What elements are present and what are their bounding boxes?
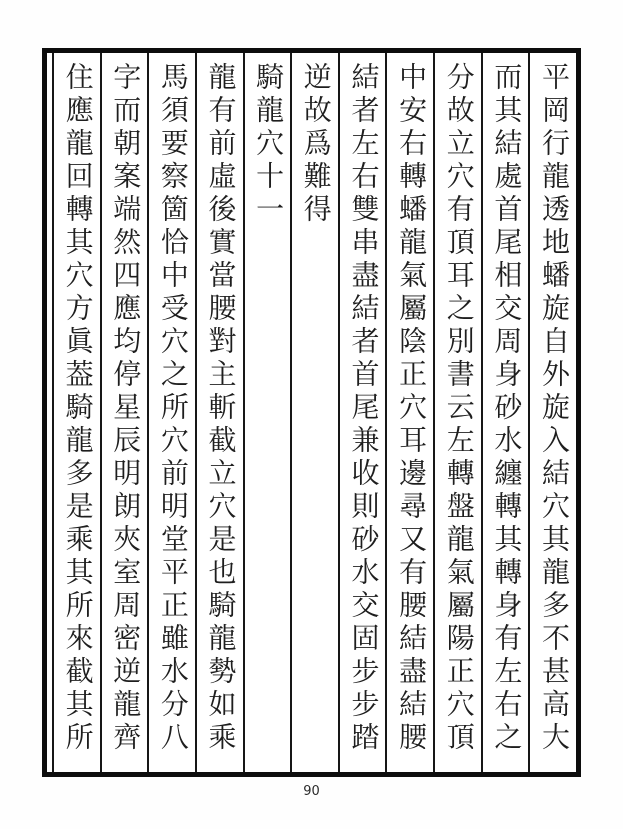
text-column: 馬須要察箇恰中受穴之所穴前明堂平正雖水分八	[147, 53, 195, 772]
text-column: 字而朝案端然四應均停星辰明朗夾室周密逆龍齊	[100, 53, 148, 772]
text-column: 結者左右雙串盡結者首尾兼收則砂水交固步步踏	[338, 53, 386, 772]
text-column: 住應龍回轉其穴方眞葢騎龍多是乘其所來截其所	[52, 53, 100, 772]
text-column: 而其結處首尾相交周身砂水纏轉其轉身有左右之	[481, 53, 529, 772]
text-column: 中安右轉蟠龍氣屬陰正穴耳邊尋又有腰結盡結腰	[385, 53, 433, 772]
text-column: 龍有前虛後實當腰對主斬截立穴是也騎龍勢如乘	[195, 53, 243, 772]
text-column: 騎龍穴十一	[243, 53, 291, 772]
text-column: 逆故爲難得	[290, 53, 338, 772]
text-frame	[42, 48, 581, 777]
text-column: 平岡行龍透地蟠旋自外旋入結穴其龍多不甚高大	[528, 53, 576, 772]
page-number: 90	[303, 784, 320, 799]
text-column: 分故立穴有頂耳之別書云左轉盤龍氣屬陽正穴頂	[433, 53, 481, 772]
